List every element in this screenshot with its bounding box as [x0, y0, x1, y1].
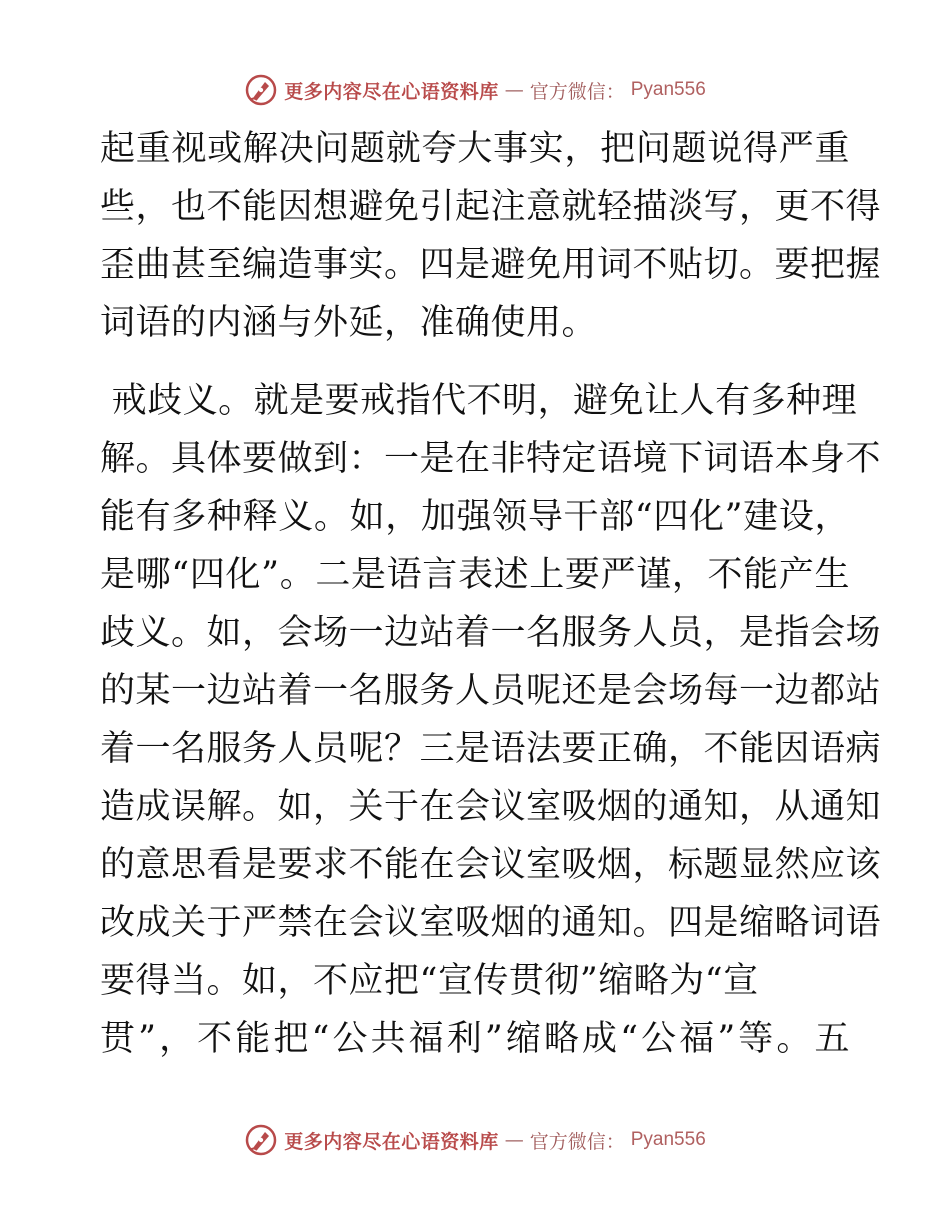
paragraph-1: [100, 120, 882, 352]
text-line: 戒歧义。就是要戒指代不明，避免让人有多种理: [100, 381, 858, 421]
header-watermark: [0, 70, 950, 110]
text-line: 要得当。如，不应把“宣传贯彻”缩略为“宣: [100, 961, 759, 1001]
text-line: 词语的内涵与外延，准确使用。: [100, 303, 598, 343]
text-line: 的意思看是要求不能在会议室吸烟，标题显然应该: [100, 845, 882, 885]
text-line: 些，也不能因想避免引起注意就轻描淡写，更不得: [100, 187, 882, 227]
watermark-handle: Pyan556: [630, 79, 706, 100]
paragraph-2: [100, 372, 882, 1068]
text-line: 着一名服务人员呢？三是语法要正确，不能因语病: [100, 729, 882, 769]
text-line: 改成关于严禁在会议室吸烟的通知。四是缩略词语: [100, 903, 882, 943]
watermark-dash: —: [504, 79, 524, 101]
pen-nib-icon: [244, 73, 278, 107]
text-line: 造成误解。如，关于在会议室吸烟的通知，从通知: [100, 787, 882, 827]
watermark-lead-text: 更多内容尽在心语资料库: [284, 1130, 499, 1153]
watermark-dash: —: [504, 1129, 524, 1151]
text-line: 解。具体要做到：一是在非特定语境下词语本身不: [100, 439, 882, 479]
text-line: 是哪“四化”。二是语言表述上要严谨，不能产生: [100, 555, 850, 595]
document-body: [100, 120, 882, 1068]
text-line: 贯”，不能把“公共福利”缩略成“公福”等。五: [100, 1019, 850, 1059]
watermark-handle: Pyan556: [630, 1129, 706, 1150]
watermark-label: 官方微信：: [529, 80, 625, 103]
watermark-lead-text: 更多内容尽在心语资料库: [284, 80, 499, 103]
text-line: 的某一边站着一名服务人员呢还是会场每一边都站: [100, 671, 882, 711]
text-line: 歪曲甚至编造事实。四是避免用词不贴切。要把握: [100, 245, 882, 285]
footer-watermark: [0, 1120, 950, 1160]
text-line: 起重视或解决问题就夸大事实，把问题说得严重: [100, 129, 850, 169]
text-line: 能有多种释义。如，加强领导干部“四化”建设，: [100, 497, 850, 537]
text-line: 歧义。如，会场一边站着一名服务人员，是指会场: [100, 613, 882, 653]
watermark-label: 官方微信：: [529, 1130, 625, 1153]
pen-nib-icon: [244, 1123, 278, 1157]
paragraph-gap: [100, 352, 850, 372]
